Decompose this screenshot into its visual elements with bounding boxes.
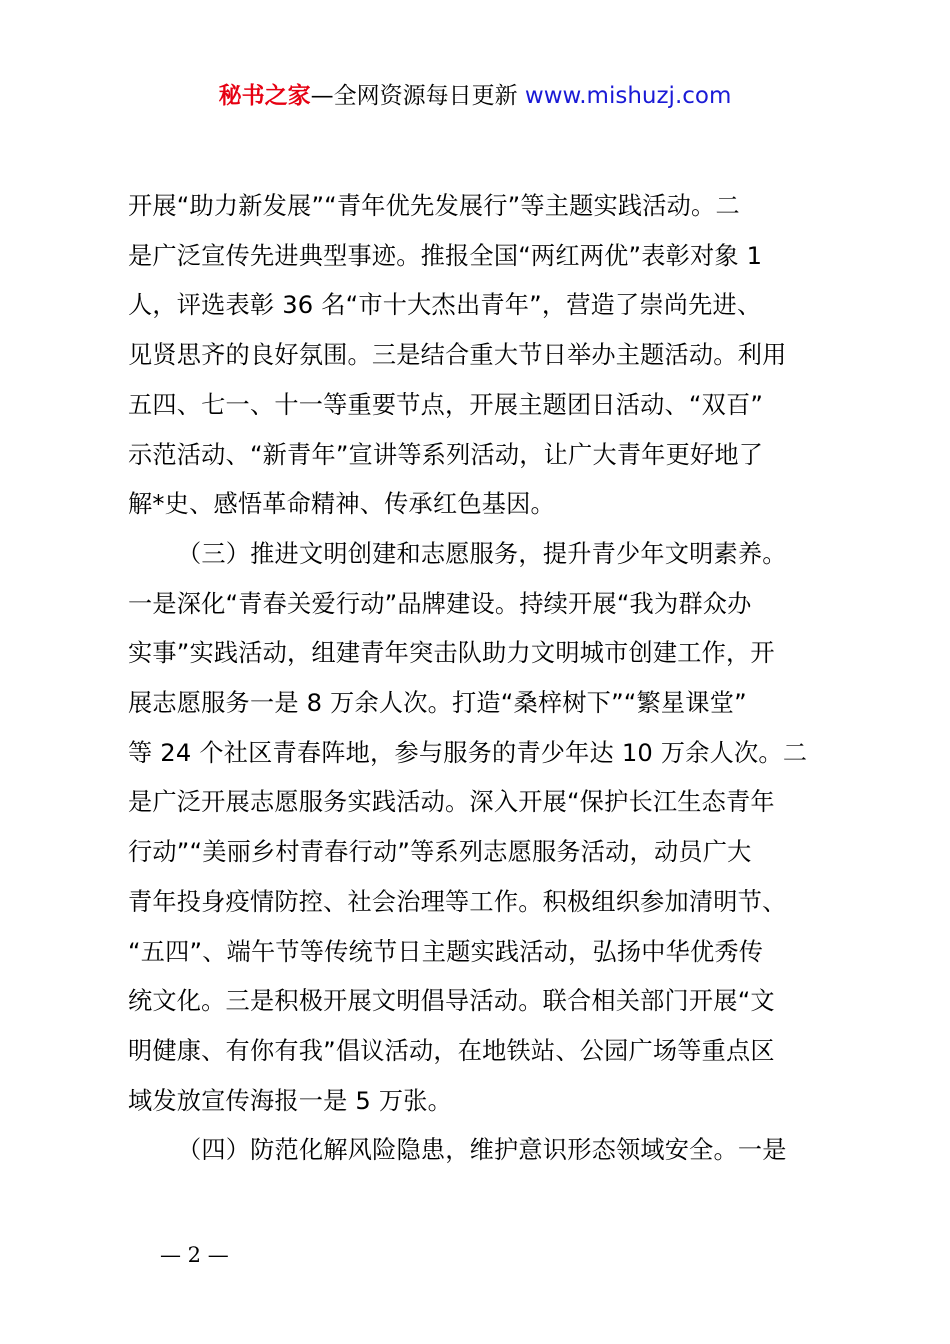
text-line: 域发放宣传海报一是 5 万张。 xyxy=(128,1086,453,1115)
text-line: 是广泛宣传先进典型事迹。推报全国“两红两优”表彰对象 1 xyxy=(128,241,763,270)
header-tagline: —全网资源每日更新 xyxy=(310,83,525,109)
text-line: 实事”实践活动，组建青年突击队助力文明城市创建工作，开 xyxy=(128,639,775,668)
paragraph-continuation xyxy=(128,182,834,530)
text-line: 见贤思齐的良好氛围。三是结合重大节日举办主题活动。利用 xyxy=(128,341,787,370)
text-line: 是广泛开展志愿服务实践活动。深入开展“保护长江生态青年 xyxy=(128,788,775,817)
page-number: — 2 — xyxy=(160,1243,229,1267)
text-line: 五四、七一、十一等重要节点，开展主题团日活动、“双百” xyxy=(128,390,764,419)
paragraph-section-4 xyxy=(128,1126,834,1176)
text-line: 展志愿服务一是 8 万余人次。打造“桑梓树下”“繁星课堂” xyxy=(128,689,747,718)
text-line: 青年投身疫情防控、社会治理等工作。积极组织参加清明节、 xyxy=(128,887,787,916)
text-line: 明健康、有你有我”倡议活动，在地铁站、公园广场等重点区 xyxy=(128,1036,775,1065)
site-url-link[interactable]: www.mishuzj.com xyxy=(524,83,732,109)
text-line: 一是深化“青春关爱行动”品牌建设。持续开展“我为群众办 xyxy=(128,589,752,618)
text-line: 开展“助力新发展”“青年优先发展行”等主题实践活动。二 xyxy=(128,192,740,220)
text-line: 等 24 个社区青春阵地，参与服务的青少年达 10 万余人次。二 xyxy=(128,738,808,767)
page-header xyxy=(0,80,950,112)
text-line: 统文化。三是积极开展文明倡导活动。联合相关部门开展“文 xyxy=(128,987,775,1016)
text-line: 解*史、感悟革命精神、传承红色基因。 xyxy=(128,490,555,519)
section-heading-line: （三）推进文明创建和志愿服务，提升青少年文明素养。 xyxy=(177,539,787,568)
text-line: 行动”“美丽乡村青春行动”等系列志愿服务活动，动员广大 xyxy=(128,838,752,867)
text-line: 人，评选表彰 36 名“市十大杰出青年”，营造了崇尚先进、 xyxy=(128,291,762,320)
text-line: “五四”、端午节等传统节日主题实践活动，弘扬中华优秀传 xyxy=(128,937,764,966)
section-heading-line: （四）防范化解风险隐患，维护意识形态领域安全。一是 xyxy=(177,1136,787,1165)
paragraph-section-3 xyxy=(128,530,834,1126)
document-body xyxy=(128,182,834,1176)
brand-name: 秘书之家 xyxy=(218,83,311,109)
text-line: 示范活动、“新青年”宣讲等系列活动，让广大青年更好地了 xyxy=(128,440,764,469)
